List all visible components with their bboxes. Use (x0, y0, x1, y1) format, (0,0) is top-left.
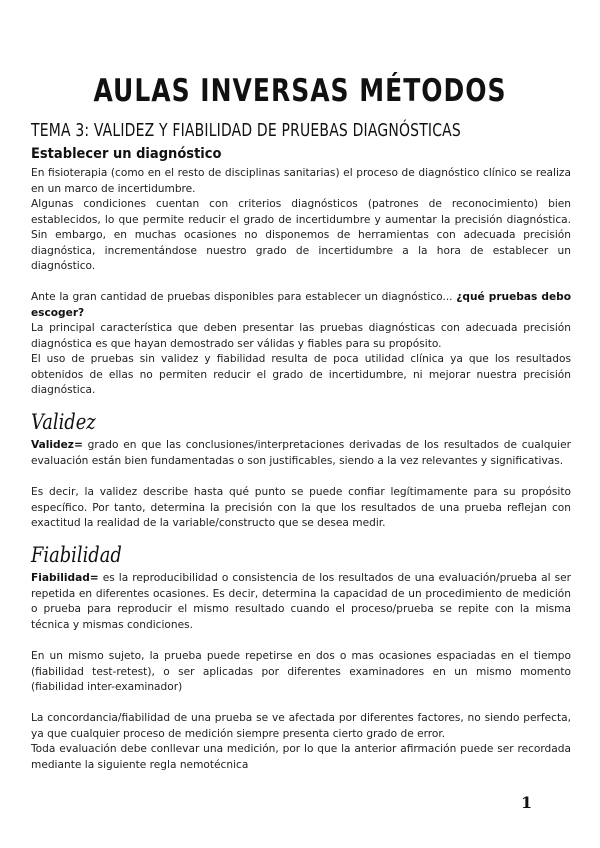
definition-text: es la reproducibilidad o consistencia de los resultados de una evaluación/prueba al ser repetida en diferentes ocasiones. Es decir, determina la capacidad de un procedimiento de medición o prueba para reproducir el mismo resultado cuando el proceso/prueba se repite con la misma técnica y mismas condiciones. (31, 572, 571, 631)
page-number: 1 (521, 793, 533, 812)
topic-subtitle: TEMA 3: VALIDEZ Y FIABILIDAD DE PRUEBAS DIAGNÓSTICAS (31, 120, 461, 141)
paragraph (31, 438, 571, 469)
section-heading-fiabilidad: Fiabilidad (31, 543, 122, 567)
paragraph (31, 290, 571, 321)
paragraph: En fisioterapia (como en el resto de disciplinas sanitarias) el proceso de diagnóstico clínico se realiza en un marco de incertidumbre. (31, 167, 571, 195)
term-label: Validez= (31, 439, 83, 451)
definition-text: grado en que las conclusiones/interpretaciones derivadas de los resultados de cualquier evaluación están bien fundamentadas o son justificables, siendo a la vez relevantes y significativas. (31, 439, 571, 467)
paragraph: La principal característica que deben presentar las pruebas diagnósticas con adecuada precisión diagnóstica es que hayan demostrado ser válidas y fiables para su propósito. (31, 322, 571, 350)
paragraph: Es decir, la validez describe hasta qué punto se puede confiar legítimamente para su propósito específico. Por tanto, determina la precisión con la que los resultados de una prueba reflejan con exactitud la realidad de la variable/constructo que se desea medir. (31, 486, 571, 530)
paragraph (31, 571, 571, 633)
paragraph: Algunas condiciones cuentan con criterios diagnósticos (patrones de reconocimiento) bien establecidos, lo que permite reducir el grado de incertidumbre y aumentar la precisión diagnóstica. Sin embargo, en muchas ocasiones no disponemos de herramientas con adecuada precisión diagnóstica, incrementándose nuestro grado de incertidumbre a la hora de establecer un diagnóstico. (31, 198, 571, 273)
paragraph: Toda evaluación debe conllevar una medición, por lo que la anterior afirmación puede ser recordada mediante la siguiente regla nemotécnica (31, 743, 571, 771)
paragraph: El uso de pruebas sin validez y fiabilidad resulta de poca utilidad clínica ya que los resultados obtenidos de ellas no permiten reducir el grado de incertidumbre, ni mejorar nuestra precisión diagnóstica. (31, 353, 571, 397)
paragraph: La concordancia/fiabilidad de una prueba se ve afectada por diferentes factores, no siendo perfecta, ya que cualquier proceso de medición siempre presenta cierto grado de error. (31, 712, 571, 740)
section-heading-validez: Validez (31, 410, 96, 434)
page-title: AULAS INVERSAS MÉTODOS (93, 72, 507, 109)
term-label: Fiabilidad= (31, 572, 99, 584)
paragraph-question: ¿qué pruebas debo escoger? (31, 291, 571, 319)
paragraph: En un mismo sujeto, la prueba puede repetirse en dos o mas ocasiones espaciadas en el tiempo (fiabilidad test-retest), o ser aplicadas por diferentes examinadores en un mismo momento (fiabilidad inter-examinador) (31, 650, 571, 694)
section-heading-diagnostico: Establecer un diagnóstico (31, 146, 222, 162)
paragraph-text: Ante la gran cantidad de pruebas disponibles para establecer un diagnóstico... (31, 291, 457, 303)
